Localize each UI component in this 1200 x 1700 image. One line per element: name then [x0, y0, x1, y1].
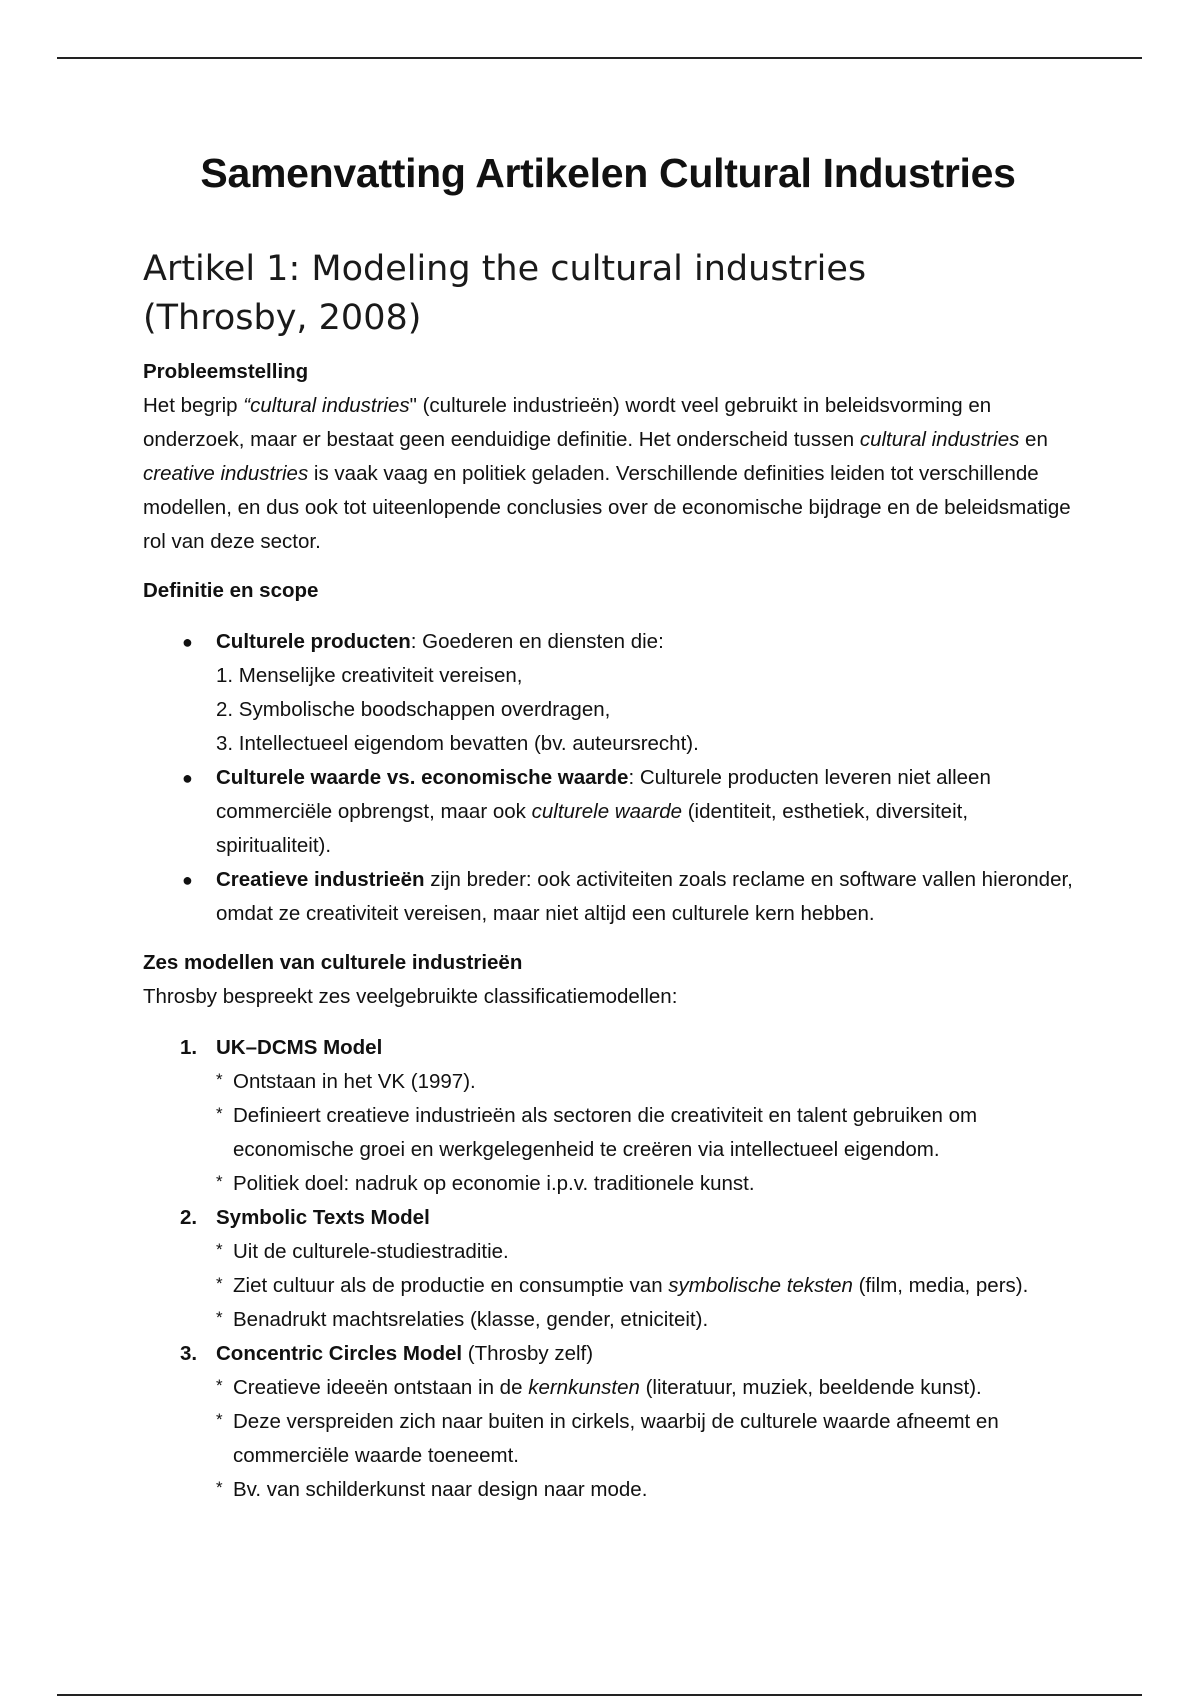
article-body: [143, 355, 1073, 1507]
text-run: (identiteit, esthetiek, diversiteit, spiritualiteit).: [216, 800, 969, 857]
sub-item: 1. Menselijke creativiteit vereisen,: [216, 664, 523, 687]
article-heading: [143, 245, 1073, 343]
list-item: [143, 863, 1073, 931]
text-run: " (culturele industrieën) wordt veel gebruikt in beleidsvorming en onderzoek, maar er bestaat geen eenduidige definitie. Het onderscheid tussen: [143, 394, 992, 451]
section-heading-modellen: Zes modellen van culturele industrieën: [143, 951, 523, 974]
text-run: : Goederen en diensten die:: [410, 630, 664, 653]
modellen-intro: Throsby bespreekt zes veelgebruikte classificatiemodellen:: [143, 985, 678, 1008]
list-item: [143, 625, 1073, 761]
asterisk-icon: *: [216, 1070, 223, 1089]
model-point: [216, 1099, 1073, 1167]
italic-term: “cultural industries: [243, 394, 410, 417]
list-item: [143, 761, 1073, 863]
model-number: 1.: [180, 1036, 198, 1059]
article-heading-line2: (Throsby, 2008): [143, 298, 422, 338]
point-text: Bv. van schilderkunst naar design naar mode.: [233, 1478, 648, 1501]
point-text: Politiek doel: nadruk op economie i.p.v. traditionele kunst.: [233, 1172, 755, 1195]
model-number: 3.: [180, 1342, 198, 1365]
italic-term: creative industries: [143, 462, 309, 485]
asterisk-icon: *: [216, 1478, 223, 1497]
sub-item: 3. Intellectueel eigendom bevatten (bv. auteursrecht).: [216, 732, 699, 755]
point-text: (literatuur, muziek, beeldende kunst).: [639, 1376, 982, 1399]
model-point: [216, 1065, 1073, 1099]
bullet-bold-term: Culturele waarde vs. economische waarde: [216, 766, 629, 789]
model-title-suffix: (Throsby zelf): [462, 1342, 594, 1365]
asterisk-icon: *: [216, 1308, 223, 1327]
model-point: [216, 1473, 1073, 1507]
bullet-bold-term: Creatieve industrieën: [216, 868, 425, 891]
asterisk-icon: *: [216, 1172, 223, 1191]
model-title: Concentric Circles Model: [216, 1342, 463, 1365]
point-text: Definieert creatieve industrieën als sectoren die creativiteit en talent gebruiken om economische groei en werkgelegenheid te creëren via intellectueel eigendom.: [233, 1104, 978, 1161]
top-rule: [57, 57, 1142, 59]
model-point: [216, 1405, 1073, 1473]
model-item-dcms: [143, 1031, 1073, 1201]
point-text: Benadrukt machtsrelaties (klasse, gender, etniciteit).: [233, 1308, 709, 1331]
bullet-icon: ●: [182, 632, 193, 652]
document-title: Samenvatting Artikelen Cultural Industries: [200, 150, 1016, 196]
model-point: [216, 1371, 1073, 1405]
model-point: [216, 1235, 1073, 1269]
text-run: Het begrip: [143, 394, 244, 417]
point-text: Creatieve ideeën ontstaan in de: [233, 1376, 529, 1399]
model-title: UK–DCMS Model: [216, 1036, 383, 1059]
point-text: (film, media, pers).: [852, 1274, 1029, 1297]
model-point: [216, 1303, 1073, 1337]
section-heading-probleemstelling: Probleemstelling: [143, 360, 309, 383]
italic-term: cultural industries: [859, 428, 1020, 451]
asterisk-icon: *: [216, 1240, 223, 1259]
italic-term: kernkunsten: [528, 1376, 640, 1399]
point-text: Ontstaan in het VK (1997).: [233, 1070, 476, 1093]
model-item-symbolic-texts: [143, 1201, 1073, 1337]
text-run: zijn breder: ook activiteiten zoals reclame en software vallen hieronder, omdat ze creativiteit vereisen, maar niet altijd een culturele kern hebben.: [216, 868, 1073, 925]
text-run: : Culturele producten leveren niet alleen commerciële opbrengst, maar ook: [216, 766, 991, 823]
models-list: [143, 1031, 1073, 1507]
bottom-rule: [57, 1694, 1142, 1696]
model-title: Symbolic Texts Model: [216, 1206, 430, 1229]
asterisk-icon: *: [216, 1104, 223, 1123]
point-text: Uit de culturele-studiestraditie.: [233, 1240, 509, 1263]
definitie-list: [143, 625, 1073, 931]
asterisk-icon: *: [216, 1274, 223, 1293]
text-run: is vaak vaag en politiek geladen. Verschillende definities leiden tot verschillende modellen, en dus ook tot uiteenlopende conclusies over de economische bijdrage en de beleidsmatige rol van deze sector.: [143, 462, 1071, 553]
text-run: en: [1019, 428, 1048, 451]
model-number: 2.: [180, 1206, 198, 1229]
italic-term: symbolische teksten: [668, 1274, 853, 1297]
sub-item: 2. Symbolische boodschappen overdragen,: [216, 698, 611, 721]
italic-term: culturele waarde: [531, 800, 683, 823]
model-point: [216, 1167, 1073, 1201]
model-item-concentric-circles: [143, 1337, 1073, 1507]
model-point: [216, 1269, 1073, 1303]
section-heading-definitie: Definitie en scope: [143, 579, 319, 602]
bullet-icon: ●: [182, 768, 193, 788]
bullet-icon: ●: [182, 870, 193, 890]
point-text: Deze verspreiden zich naar buiten in cirkels, waarbij de culturele waarde afneemt en commerciële waarde toeneemt.: [233, 1410, 999, 1467]
article-heading-line1: Artikel 1: Modeling the cultural industries: [143, 249, 867, 289]
bullet-bold-term: Culturele producten: [216, 630, 411, 653]
probleemstelling-paragraph: [143, 389, 1073, 559]
asterisk-icon: *: [216, 1410, 223, 1429]
asterisk-icon: *: [216, 1376, 223, 1395]
point-text: Ziet cultuur als de productie en consumptie van: [233, 1274, 669, 1297]
